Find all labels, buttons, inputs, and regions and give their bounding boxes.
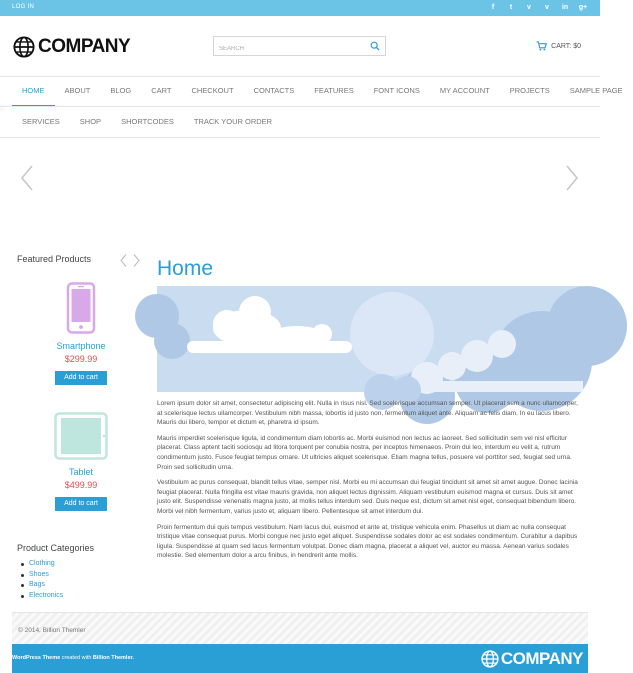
- nav-divider: [0, 106, 600, 107]
- twitter-icon[interactable]: t: [509, 4, 513, 11]
- wordpress-theme-link[interactable]: WordPress Theme: [12, 655, 61, 661]
- bottom-bar: [12, 644, 588, 673]
- cart-icon: [536, 41, 547, 51]
- category-list: [17, 559, 94, 601]
- categories-title: Product Categories: [17, 543, 95, 553]
- main-navigation: [0, 76, 623, 138]
- nav-item-features[interactable]: FEATURES: [314, 86, 354, 95]
- footer: [12, 612, 588, 644]
- footer-logo-text: COMPANY: [500, 649, 583, 668]
- sidebar: [17, 254, 142, 599]
- nav-item-cart[interactable]: CART: [151, 86, 172, 95]
- site-logo[interactable]: [13, 36, 130, 58]
- nav-item-services[interactable]: SERVICES: [22, 117, 60, 126]
- product-card: [17, 282, 145, 385]
- chevron-right-icon: [565, 165, 579, 191]
- content-paragraph: Proin fermentum dui quis tempus vestibulum. Nam lacus dui, euismod et ante at, tristique vehicula enim. Phasellus ut diam ac nulla consequat tristique vitae consequat purus. Morbi congue nec justo eget aliquet. Suspendisse sodales dolor ac est sodales condimentum. Curabitur a dapibus ligula. Suspendisse at quam sed lacus fermentum volutpat. Donec diam magna, placerat a aliquet vel, auctor eu massa. Aenean varius sodales molestie. Sed elementum dolor a arcu finibus, in hendrerit ante mollis.: [157, 523, 578, 560]
- nav-item-home[interactable]: HOME: [12, 77, 55, 106]
- nav-row-1: [12, 77, 633, 106]
- cart-link[interactable]: [536, 41, 581, 51]
- product-price: $299.99: [64, 354, 98, 364]
- product-card: [17, 412, 145, 511]
- site-header: [0, 16, 600, 76]
- content-paragraph: Mauris imperdiet scelerisque ligula, id condimentum diam lobortis ac. Morbi euismod non lectus ac laoreet. Sed sollicitudin sem vel nisl efficitur placerat. Class aptent taciti sociosqu ad litora torquent per conubia nostra, per inceptos himenaeos. Proin dui leo, interdum eu velit a, rutrum condimentum justo. Fusce feugiat tempus ornare. Ut ultricies aliquet scelerisque. Etiam magna tellus, posuere vel porttitor sed, feugiat sed urna. Proin sed sollicitudin urna.: [157, 434, 572, 471]
- search-icon[interactable]: [370, 41, 380, 51]
- category-link-electronics[interactable]: Electronics: [21, 591, 94, 602]
- login-link[interactable]: LOG IN: [12, 4, 35, 10]
- linkedin-icon[interactable]: in: [561, 4, 569, 11]
- featured-arrows: [120, 254, 140, 267]
- nav-item-my-account[interactable]: MY ACCOUNT: [439, 86, 490, 95]
- copyright-text: © 2014, Billion Themler: [18, 627, 86, 634]
- chevron-left-icon: [20, 165, 34, 191]
- slider-next-button[interactable]: [565, 165, 579, 191]
- content-paragraph: Lorem ipsum dolor sit amet, consectetur adipiscing elit. Nulla in risus nisl. Sed scelerisque accumsan semper. Ut placerat sem a nunc ullamcorper, at scelerisque lectus ullamcorper. Vestibulum nibh massa, lobortis id justo non, fermentum aliquet ante. Aliquam ac felis diam. In eu lacus libero. Mauris dui libero, tempor et dictum et, pharetra id ipsum.: [157, 400, 578, 427]
- product-name[interactable]: Tablet: [68, 467, 94, 477]
- globe-icon: [13, 36, 35, 58]
- content-body: [157, 399, 583, 567]
- nav-item-checkout[interactable]: CHECKOUT: [191, 86, 234, 95]
- vimeo-icon[interactable]: v: [527, 4, 531, 11]
- nav-item-sample-page[interactable]: SAMPLE PAGE: [569, 86, 623, 95]
- cart-label: CART: $0: [551, 42, 581, 50]
- credit-text: created with: [60, 655, 93, 661]
- product-price: $499.99: [64, 480, 98, 490]
- google-plus-icon[interactable]: g+: [578, 4, 588, 11]
- category-link-shoes[interactable]: Shoes: [21, 570, 94, 581]
- search-input[interactable]: [214, 40, 364, 58]
- content-paragraph: Vestibulum ac purus consequat, blandit tellus vitae, semper nisl. Morbi eu mi accumsan dui feugiat tincidunt sit amet sit amet augue. Donec lacinia feugiat placerat. Nulla fringilla est vitae mauris gravida, non aliquet lectus dignissim. Aliquam vestibulum euismod magna et cursus. Duis sit amet justo elit. Suspendisse venenatis magna justo, at mollis tellus interdum sed. Duis neque est, dictum sit amet nisl eget, consequat bibendum libero. Morbi vel nibh fermentum, varius justo et, aliquam libero. Pellentesque sit amet interdum dui.: [157, 479, 578, 515]
- facebook-icon[interactable]: f: [491, 4, 495, 11]
- nav-item-shop[interactable]: SHOP: [79, 117, 102, 126]
- footer-logo[interactable]: [481, 649, 583, 669]
- product-categories: [17, 543, 94, 601]
- tablet-icon[interactable]: [54, 412, 108, 460]
- social-links: [484, 2, 592, 14]
- category-link-bags[interactable]: Bags: [21, 580, 94, 591]
- page-title: Home: [157, 257, 214, 280]
- chevron-left-icon[interactable]: [120, 254, 127, 267]
- clouds-hero-image: [157, 286, 583, 392]
- nav-row-2: [12, 108, 282, 136]
- category-link-clothing[interactable]: Clothing: [21, 559, 94, 570]
- nav-item-contacts[interactable]: CONTACTS: [253, 86, 295, 95]
- slider-prev-button[interactable]: [20, 165, 34, 191]
- nav-item-about[interactable]: ABOUT: [64, 86, 91, 95]
- search-box: [213, 36, 386, 56]
- featured-products-title: Featured Products: [17, 254, 92, 264]
- top-bar: [0, 0, 600, 16]
- main-content: [157, 256, 583, 560]
- product-name[interactable]: Smartphone: [56, 341, 106, 351]
- nav-item-track-order[interactable]: TRACK YOUR ORDER: [193, 117, 273, 126]
- vine-icon[interactable]: v: [545, 4, 549, 11]
- nav-item-font-icons[interactable]: FONT ICONS: [373, 86, 420, 95]
- footer-credit: [12, 655, 134, 661]
- smartphone-icon[interactable]: [66, 282, 96, 334]
- nav-item-blog[interactable]: BLOG: [110, 86, 132, 95]
- chevron-right-icon[interactable]: [133, 254, 140, 267]
- nav-item-shortcodes[interactable]: SHORTCODES: [121, 117, 174, 126]
- hero-slider: [0, 138, 600, 238]
- logo-text: COMPANY: [38, 36, 131, 57]
- globe-icon: [481, 650, 499, 668]
- add-to-cart-button[interactable]: Add to cart: [55, 371, 107, 385]
- nav-item-projects[interactable]: PROJECTS: [509, 86, 550, 95]
- add-to-cart-button[interactable]: Add to cart: [55, 497, 107, 511]
- billion-themler-link[interactable]: Billion Themler.: [92, 655, 134, 661]
